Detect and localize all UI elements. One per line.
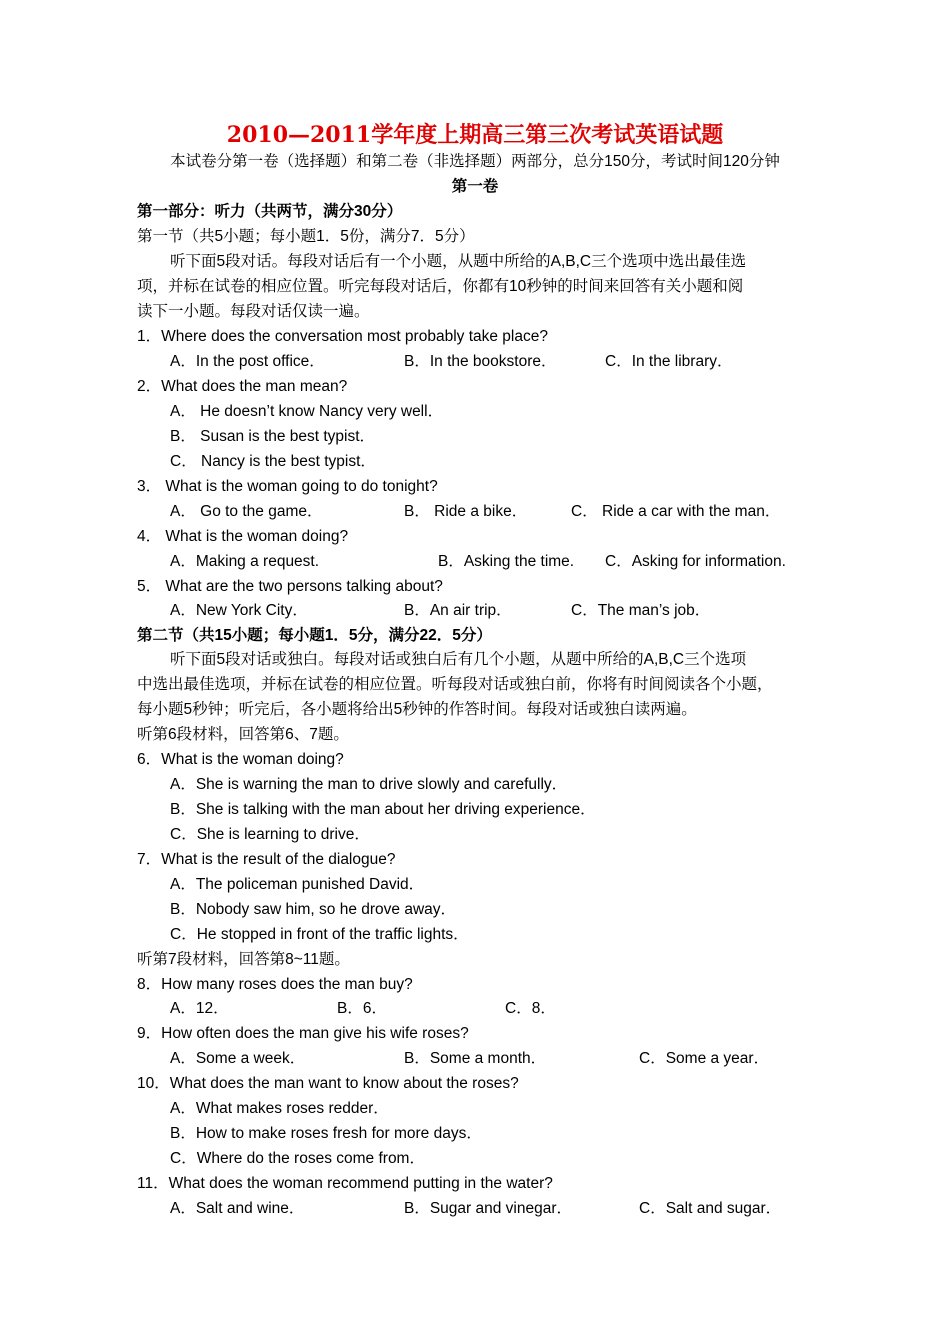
question-stem: 8．How many roses does the man buy?: [137, 976, 413, 993]
section1-heading: 第一节（共5小题；每小题1．5份，满分7．5分）: [137, 228, 475, 245]
section1-instructions: 听下面5段对话。每段对话后有一个小题，从题中所给的A,B,C三个选项中选出最佳选: [170, 253, 747, 270]
answer-option: B．6．: [337, 1000, 387, 1017]
answer-option: B． Susan is the best typist．: [170, 428, 376, 445]
answer-option: C．Some a year．: [639, 1050, 770, 1067]
section1-instructions: 读下一小题。每段对话仅读一遍。: [137, 303, 370, 320]
answer-option: C．Where do the roses come from．: [170, 1150, 425, 1167]
answer-option: C．In the library．: [605, 353, 733, 370]
question-stem: 1．Where does the conversation most probably take place?: [137, 328, 548, 345]
answer-option: B．Some a month．: [404, 1050, 547, 1067]
volume-heading: 第一卷: [451, 178, 499, 195]
section2-instructions: 中选出最佳选项，并标在试卷的相应位置。听每段对话或独白前，你将有时间阅读各个小题，: [137, 676, 773, 693]
answer-option: A．New York City．: [170, 602, 308, 619]
question-stem: 7．What is the result of the dialogue?: [137, 851, 396, 868]
answer-option: B．Nobody saw him, so he drove away．: [170, 901, 457, 918]
answer-option: C． Nancy is the best typist．: [170, 453, 376, 470]
material-heading: 听第7段材料，回答第8~11题。: [137, 951, 350, 968]
answer-option: C．Asking for information.: [605, 553, 786, 570]
answer-option: A． He doesn’t know Nancy very well．: [170, 403, 444, 420]
section1-instructions: 项，并标在试卷的相应位置。听完每段对话后，你都有10秒钟的时间来回答有关小题和阅: [137, 278, 744, 295]
material-heading: 听第6段材料，回答第6、7题。: [137, 726, 349, 743]
answer-option: C．The man’s job．: [571, 602, 711, 619]
question-stem: 10．What does the man want to know about the roses?: [137, 1075, 519, 1092]
question-stem: 4． What is the woman doing?: [137, 528, 349, 545]
section2-heading: 第二节（共15小题；每小题1．5分，满分22．5分）: [137, 627, 492, 644]
question-stem: 2．What does the man mean?: [137, 378, 348, 395]
answer-option: B．An air trip．: [404, 602, 512, 619]
answer-option: C．He stopped in front of the traffic lights．: [170, 926, 469, 943]
answer-option: C．Salt and sugar．: [639, 1200, 782, 1217]
answer-option: A．Making a request.: [170, 553, 320, 570]
question-stem: 11．What does the woman recommend putting in the water?: [137, 1175, 553, 1192]
answer-option: A．The policeman punished David．: [170, 876, 425, 893]
section2-instructions: 每小题5秒钟；听完后，各小题将给出5秒钟的作答时间。每段对话或独白读两遍。: [137, 701, 697, 718]
answer-option: A．She is warning the man to drive slowly and carefully．: [170, 776, 568, 793]
answer-option: B． Ride a bike．: [404, 503, 528, 520]
answer-option: C．She is learning to drive．: [170, 826, 370, 843]
answer-option: A．What makes roses redder．: [170, 1100, 389, 1117]
question-stem: 6．What is the woman doing?: [137, 751, 344, 768]
answer-option: A． Go to the game．: [170, 503, 323, 520]
section2-instructions: 听下面5段对话或独白。每段对话或独白后有几个小题，从题中所给的A,B,C三个选项: [170, 651, 747, 668]
exam-intro: 本试卷分第一卷（选择题）和第二卷（非选择题）两部分，总分150分，考试时间120分钟: [170, 153, 780, 170]
answer-option: B．How to make roses fresh for more days．: [170, 1125, 482, 1142]
answer-option: B．In the bookstore．: [404, 353, 557, 370]
answer-option: A．In the post office．: [170, 353, 325, 370]
answer-option: B．Asking the time.: [438, 553, 575, 570]
exam-title: 2010—2011学年度上期高三第三次考试英语试题: [226, 122, 724, 148]
answer-option: A．Some a week．: [170, 1050, 306, 1067]
question-stem: 3． What is the woman going to do tonight?: [137, 478, 438, 495]
question-stem: 9．How often does the man give his wife roses?: [137, 1025, 469, 1042]
part1-heading: 第一部分：听力（共两节，满分30分）: [137, 203, 403, 220]
answer-option: B．Sugar and vinegar．: [404, 1200, 573, 1217]
answer-option: A．12．: [170, 1000, 229, 1017]
answer-option: A．Salt and wine．: [170, 1200, 305, 1217]
answer-option: B．She is talking with the man about her driving experience．: [170, 801, 596, 818]
answer-option: C．8．: [505, 1000, 556, 1017]
answer-option: C． Ride a car with the man．: [571, 503, 781, 520]
question-stem: 5． What are the two persons talking about?: [137, 578, 443, 595]
